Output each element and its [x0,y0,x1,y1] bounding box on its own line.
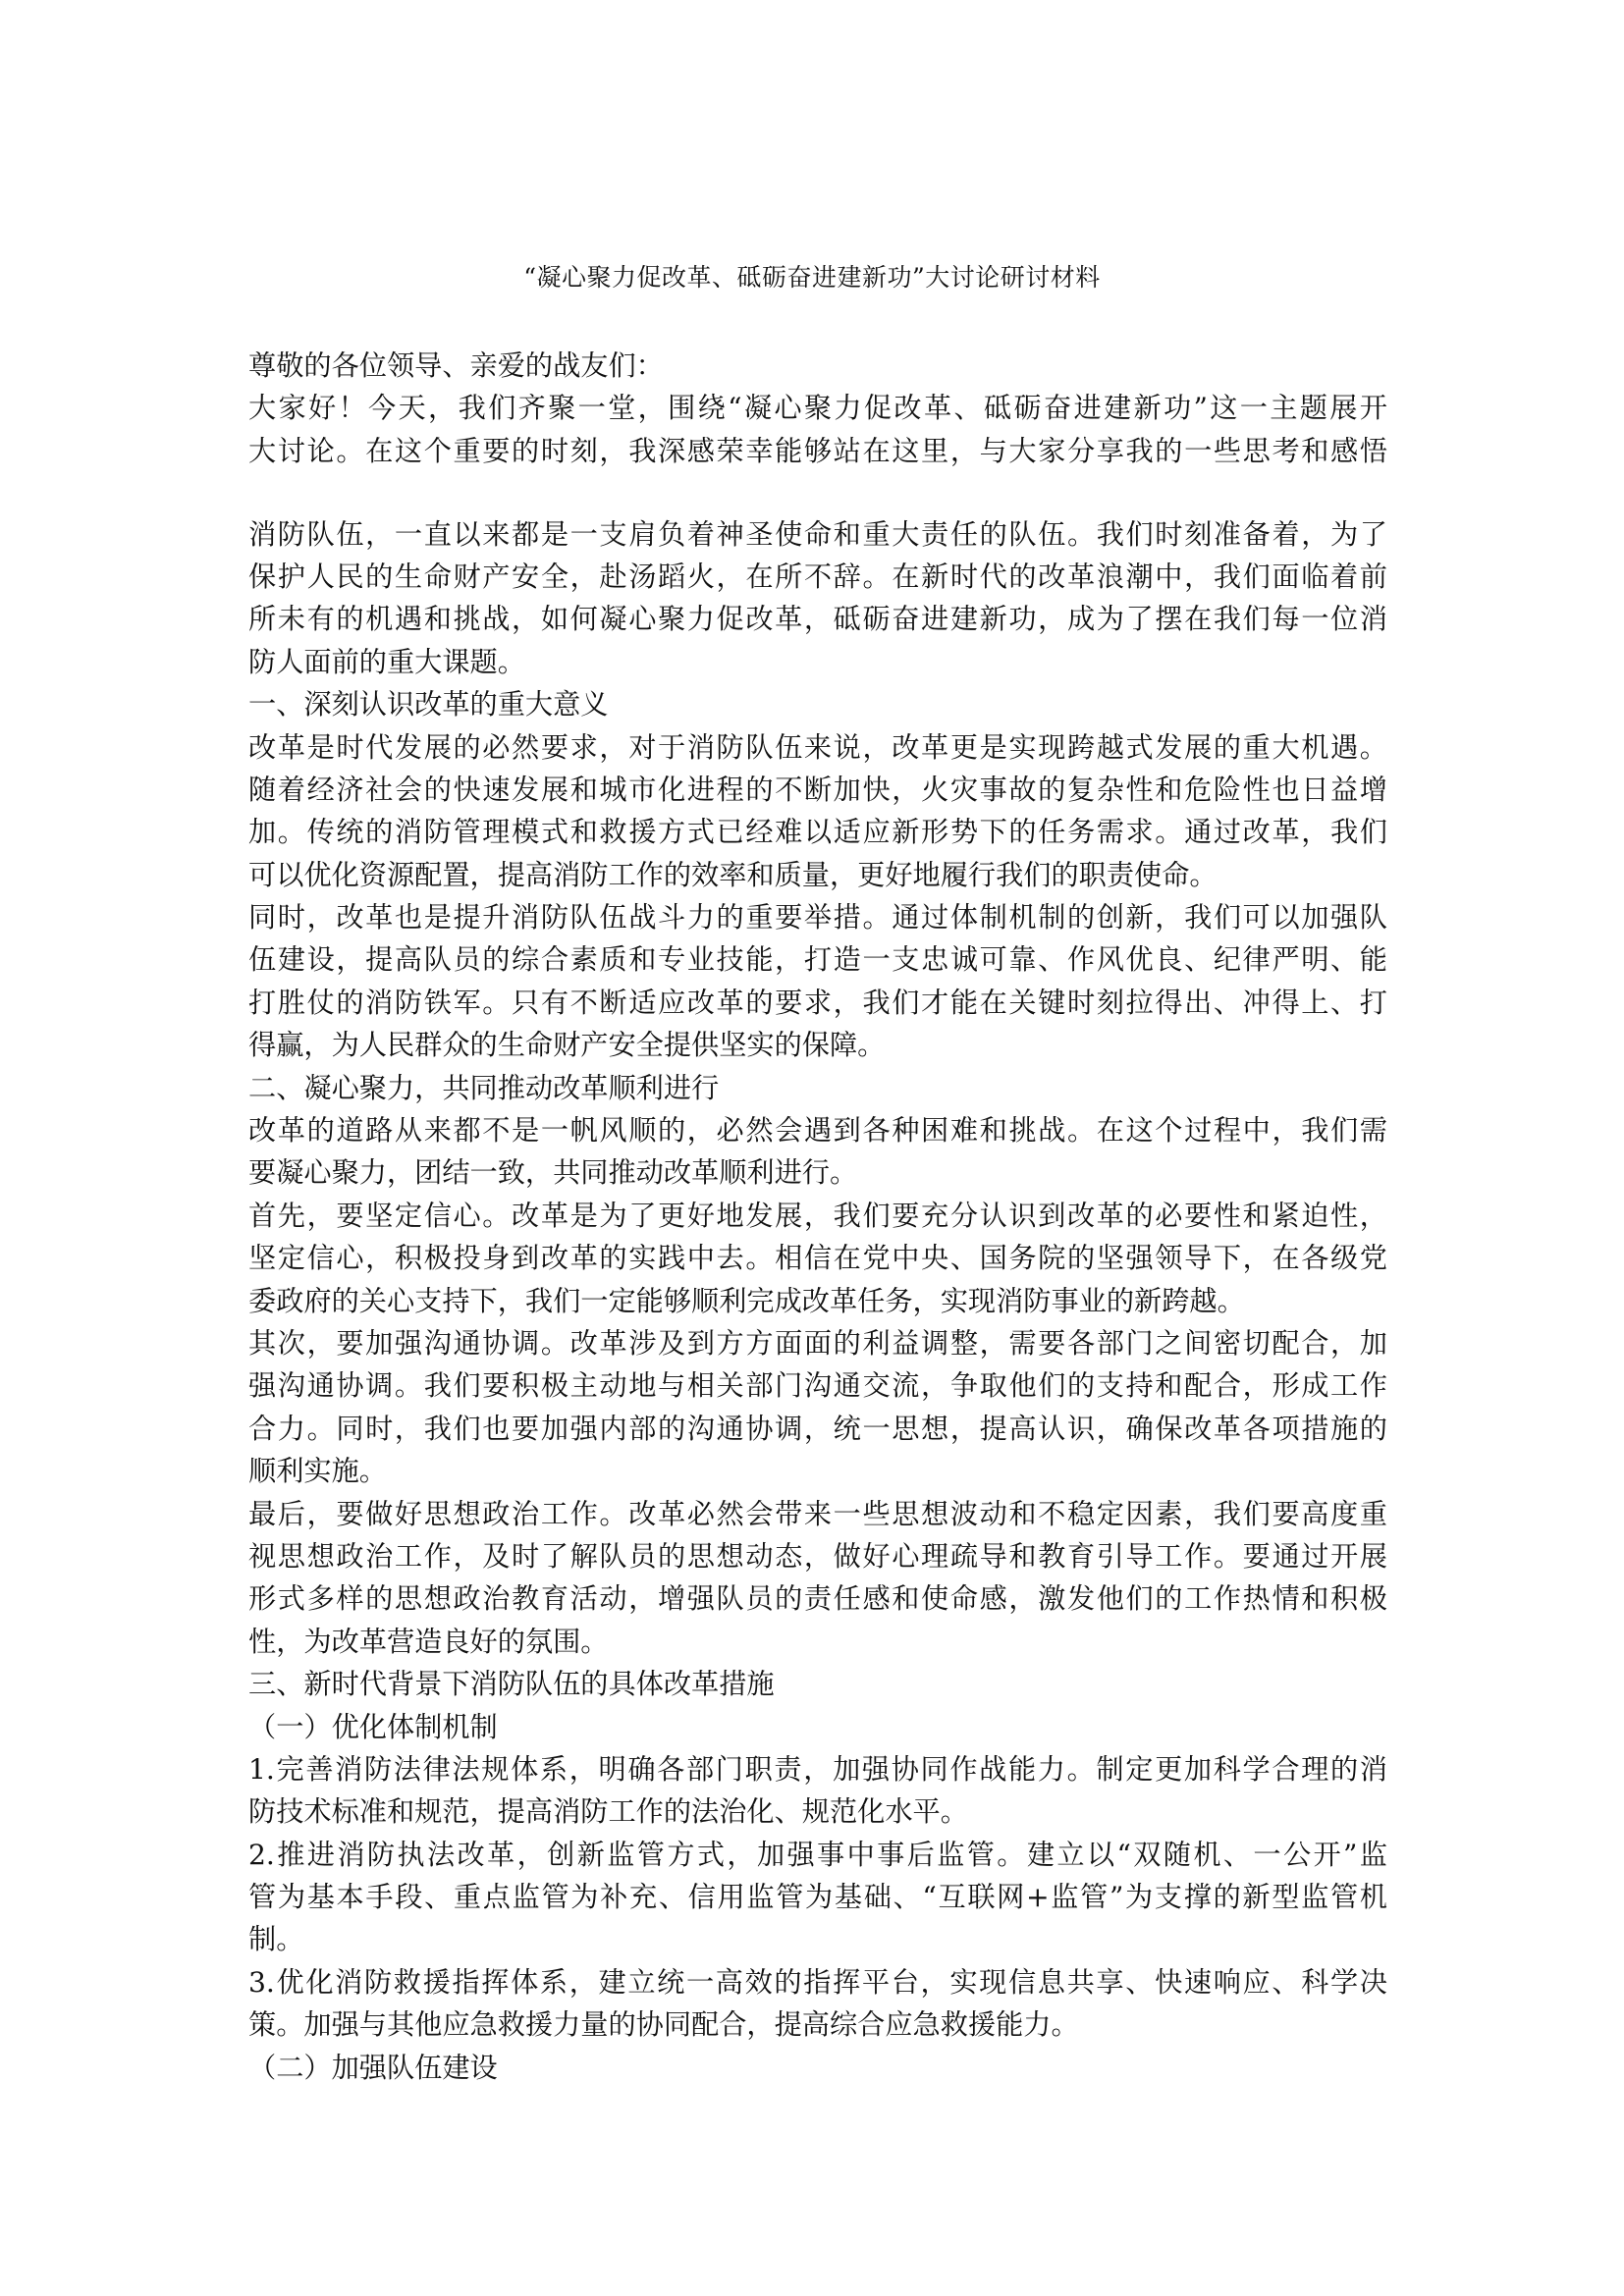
paragraph-line: 所未有的机遇和挑战，如何凝心聚力促改革，砥砺奋进建新功，成为了摆在我们每一位消 [248,603,1387,636]
document-title: “凝心聚力促改革、砥砺奋进建新功”大讨论研讨材料 [523,263,1101,292]
paragraph-line: 最后，要做好思想政治工作。改革必然会带来一些思想波动和不稳定因素，我们要高度重 [248,1497,1387,1530]
paragraph-line: 防人面前的重大课题。 [248,645,525,678]
paragraph-line: 形式多样的思想政治教育活动，增强队员的责任感和使命感，激发他们的工作热情和积极 [248,1582,1387,1616]
list-item-2: 2.推进消防执法改革，创新监管方式，加强事中事后监管。建立以“双随机、一公开”监 [248,1838,1387,1871]
paragraph-line: 打胜仗的消防铁军。只有不断适应改革的要求，我们才能在关键时刻拉得出、冲得上、打 [248,986,1387,1019]
paragraph-line: 要凝心聚力，团结一致，共同推动改革顺利进行。 [248,1156,858,1190]
paragraph-line: 委政府的关心支持下，我们一定能够顺利完成改革任务，实现消防事业的新跨越。 [248,1284,1245,1317]
list-item-1: 1.完善消防法律法规体系，明确各部门职责，加强协同作战能力。制定更加科学合理的消 [248,1752,1387,1786]
paragraph-line: 消防队伍，一直以来都是一支肩负着神圣使命和重大责任的队伍。我们时刻准备着，为了 [248,517,1387,551]
paragraph-line: 管为基本手段、重点监管为补充、信用监管为基础、“互联网+监管”为支撑的新型监管机 [248,1881,1387,1914]
paragraph-line: 制。 [248,1923,304,1956]
paragraph-line: 得赢，为人民群众的生命财产安全提供坚实的保障。 [248,1029,886,1062]
paragraph-line: 加。传统的消防管理模式和救援方式已经难以适应新形势下的任务需求。通过改革，我们 [248,816,1387,849]
paragraph-line: 改革的道路从来都不是一帆风顺的，必然会遇到各种困难和挑战。在这个过程中，我们需 [248,1114,1387,1148]
list-item-3: 3.优化消防救援指挥体系，建立统一高效的指挥平台，实现信息共享、快速响应、科学决 [248,1965,1387,1999]
intro-line: 大讨论。在这个重要的时刻，我深感荣幸能够站在这里，与大家分享我的一些思考和感悟 [248,434,1387,467]
paragraph-line: 同时，改革也是提升消防队伍战斗力的重要举措。通过体制机制的创新，我们可以加强队 [248,901,1387,934]
paragraph-line: 坚定信心，积极投身到改革的实践中去。相信在党中央、国务院的坚强领导下，在各级党 [248,1242,1387,1275]
paragraph-line: 首先，要坚定信心。改革是为了更好地发展，我们要充分认识到改革的必要性和紧迫性， [248,1199,1387,1232]
document-body [248,345,1387,2089]
blank-line [248,472,1387,512]
intro-line: 大家好！今天，我们齐聚一堂，围绕“凝心聚力促改革、砥砺奋进建新功”这一主题展开 [248,392,1387,425]
paragraph-line: 性，为改革营造良好的氛围。 [248,1625,609,1658]
section-heading-2: 二、凝心聚力，共同推动改革顺利进行 [248,1071,720,1104]
paragraph-line: 可以优化资源配置，提高消防工作的效率和质量，更好地履行我们的职责使命。 [248,858,1218,891]
subsection-heading-1: （一）优化体制机制 [248,1710,498,1743]
paragraph-line: 其次，要加强沟通协调。改革涉及到方方面面的利益调整，需要各部门之间密切配合，加 [248,1326,1387,1360]
paragraph-line: 顺利实施。 [248,1455,387,1488]
paragraph-line: 防技术标准和规范，提高消防工作的法治化、规范化水平。 [248,1795,968,1829]
paragraph-line: 改革是时代发展的必然要求，对于消防队伍来说，改革更是实现跨越式发展的重大机遇。 [248,730,1387,764]
salutation: 尊敬的各位领导、亲爱的战友们： [248,349,664,382]
paragraph-line: 合力。同时，我们也要加强内部的沟通协调，统一思想，提高认识，确保改革各项措施的 [248,1412,1387,1445]
section-heading-1: 一、深刻认识改革的重大意义 [248,688,609,721]
paragraph-line: 视思想政治工作，及时了解队员的思想动态，做好心理疏导和教育引导工作。要通过开展 [248,1539,1387,1573]
paragraph-line: 策。加强与其他应急救援力量的协同配合，提高综合应急救援能力。 [248,2008,1079,2042]
paragraph-line: 伍建设，提高队员的综合素质和专业技能，打造一支忠诚可靠、作风优良、纪律严明、能 [248,943,1387,977]
paragraph-line: 强沟通协调。我们要积极主动地与相关部门沟通交流，争取他们的支持和配合，形成工作 [248,1369,1387,1403]
section-heading-3: 三、新时代背景下消防队伍的具体改革措施 [248,1668,775,1701]
paragraph-line: 保护人民的生命财产安全，赴汤蹈火，在所不辞。在新时代的改革浪潮中，我们面临着前 [248,560,1387,593]
subsection-heading-2: （二）加强队伍建设 [248,2051,498,2084]
paragraph-line: 随着经济社会的快速发展和城市化进程的不断加快，火灾事故的复杂性和危险性也日益增 [248,773,1387,806]
